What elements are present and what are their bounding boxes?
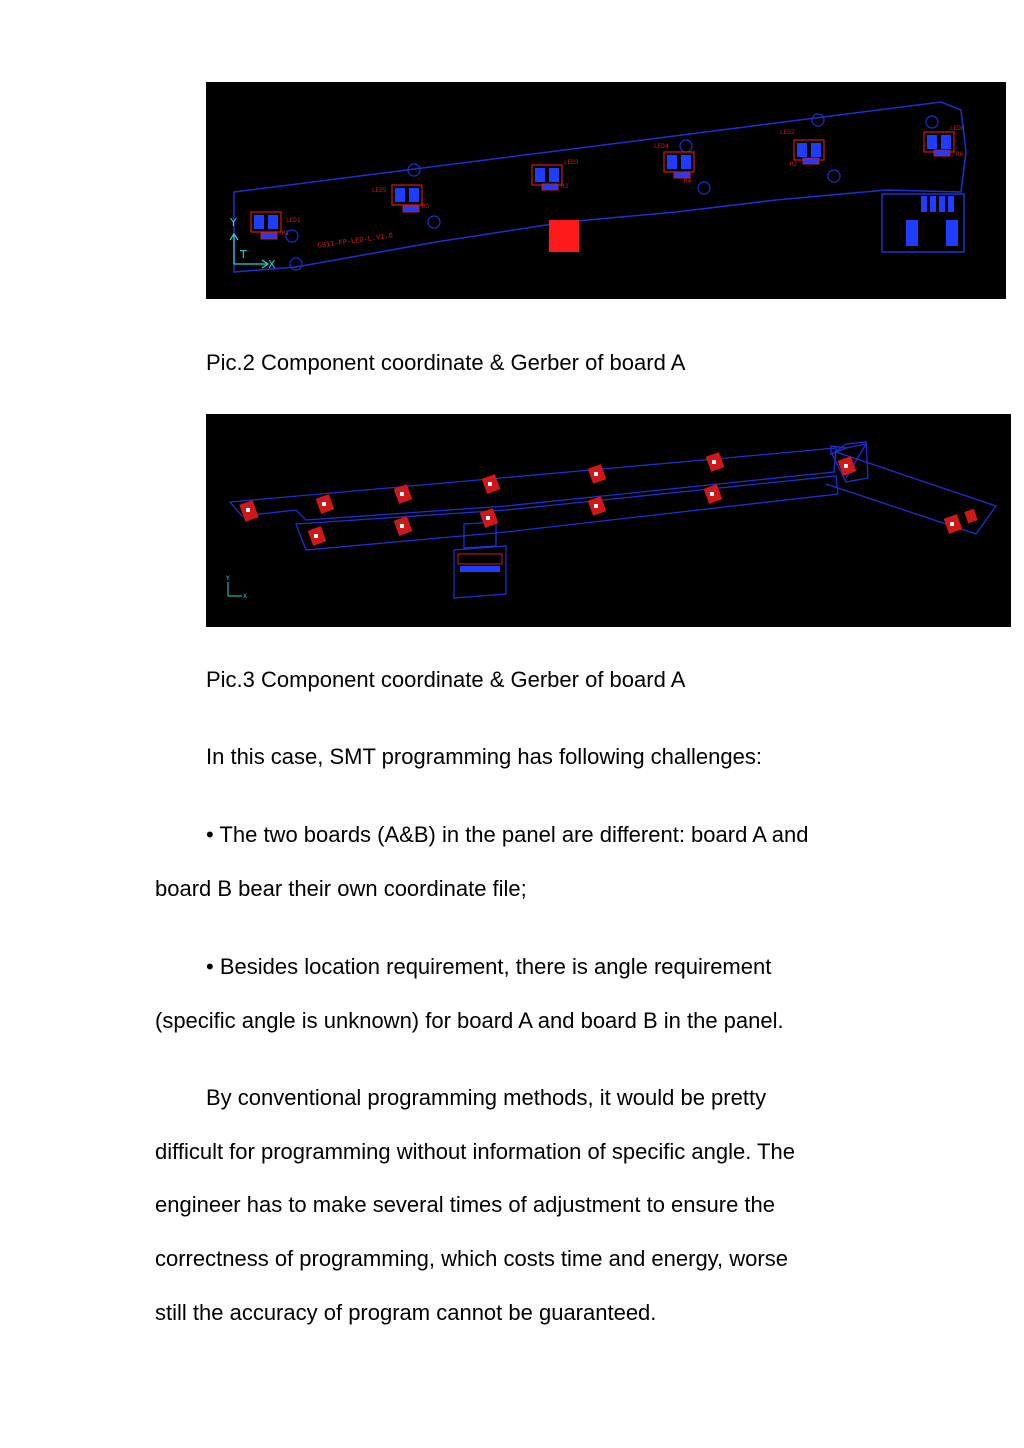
led-footprint-4 bbox=[664, 152, 694, 178]
caption-pic2: Pic.2 Component coordinate & Gerber of board A bbox=[206, 350, 686, 375]
led-footprint-5 bbox=[392, 185, 422, 212]
caption-pic3: Pic.3 Component coordinate & Gerber of board A bbox=[206, 667, 686, 692]
r4-label: R4 bbox=[684, 178, 692, 185]
r6-label: R6 bbox=[956, 151, 964, 158]
r1-label: R1 bbox=[282, 230, 290, 237]
hole bbox=[812, 114, 824, 126]
axis-y-label: Y bbox=[230, 216, 237, 229]
connector-pad bbox=[948, 196, 954, 212]
led-footprint-2 bbox=[794, 140, 824, 164]
hole bbox=[828, 170, 840, 182]
led5-label: LED5 bbox=[372, 187, 387, 194]
board-outline bbox=[234, 102, 966, 272]
led-footprint-3 bbox=[532, 165, 562, 190]
bullet2-line2: (specific angle is unknown) for board A and board B in the panel. bbox=[155, 1008, 784, 1033]
connector-pad bbox=[939, 196, 945, 212]
hole bbox=[926, 116, 938, 128]
bullet1-line2: board B bear their own coordinate file; bbox=[155, 876, 527, 901]
conclusion-line2: difficult for programming without information of specific angle. The bbox=[155, 1139, 795, 1164]
hole bbox=[680, 140, 692, 152]
gerber-drawing-pic3 bbox=[206, 414, 1011, 627]
conclusion-line3: engineer has to make several times of adjustment to ensure the bbox=[155, 1192, 776, 1217]
led-footprint-1 bbox=[251, 212, 281, 239]
connector-silk bbox=[458, 554, 502, 564]
axis-x-label: X bbox=[268, 258, 276, 271]
board-text: GS11-FP-LED-L.V1.0 bbox=[317, 231, 394, 250]
conclusion-line5: still the accuracy of program cannot be guaranteed. bbox=[155, 1300, 657, 1325]
intro-paragraph: In this case, SMT programming has following challenges: bbox=[206, 744, 762, 769]
axis-y-label: Y bbox=[226, 575, 230, 582]
led1-label: LED1 bbox=[286, 217, 301, 224]
conclusion-line4: correctness of programming, which costs time and energy, worse bbox=[155, 1246, 788, 1271]
gerber-drawing-pic2 bbox=[206, 82, 1006, 299]
led4-label: LED4 bbox=[654, 143, 669, 150]
connector-pad bbox=[906, 220, 918, 246]
hole bbox=[290, 258, 302, 270]
led-footprint-6 bbox=[924, 132, 954, 156]
hole bbox=[428, 216, 440, 228]
gerber-image-board-a-pic2 bbox=[206, 82, 1006, 299]
axis-x-label: X bbox=[243, 593, 248, 600]
fiducial-marker bbox=[549, 220, 579, 252]
led2-label: LED2 bbox=[780, 129, 795, 136]
gerber-image-board-a-pic3 bbox=[206, 414, 1011, 627]
conclusion-line1: By conventional programming methods, it would be pretty bbox=[206, 1085, 767, 1110]
hole bbox=[698, 182, 710, 194]
connector-pad bbox=[460, 566, 500, 572]
led6-label: LED6 bbox=[950, 125, 965, 132]
connector-pad bbox=[930, 196, 936, 212]
r3-label: R3 bbox=[561, 183, 569, 190]
bullet2-line1: • Besides location requirement, there is angle requirement bbox=[206, 954, 772, 979]
connector-pad bbox=[946, 220, 958, 246]
axis-icon bbox=[228, 582, 242, 596]
led3-label: LED3 bbox=[564, 159, 579, 166]
r2-label: R2 bbox=[790, 161, 798, 168]
connector-pad bbox=[921, 196, 927, 212]
bullet1-line1: • The two boards (A&B) in the panel are different: board A and bbox=[206, 822, 809, 847]
axis-t-label: T bbox=[240, 248, 247, 261]
r5-label: R5 bbox=[422, 203, 430, 210]
component bbox=[964, 509, 978, 524]
board-outline bbox=[230, 442, 996, 598]
